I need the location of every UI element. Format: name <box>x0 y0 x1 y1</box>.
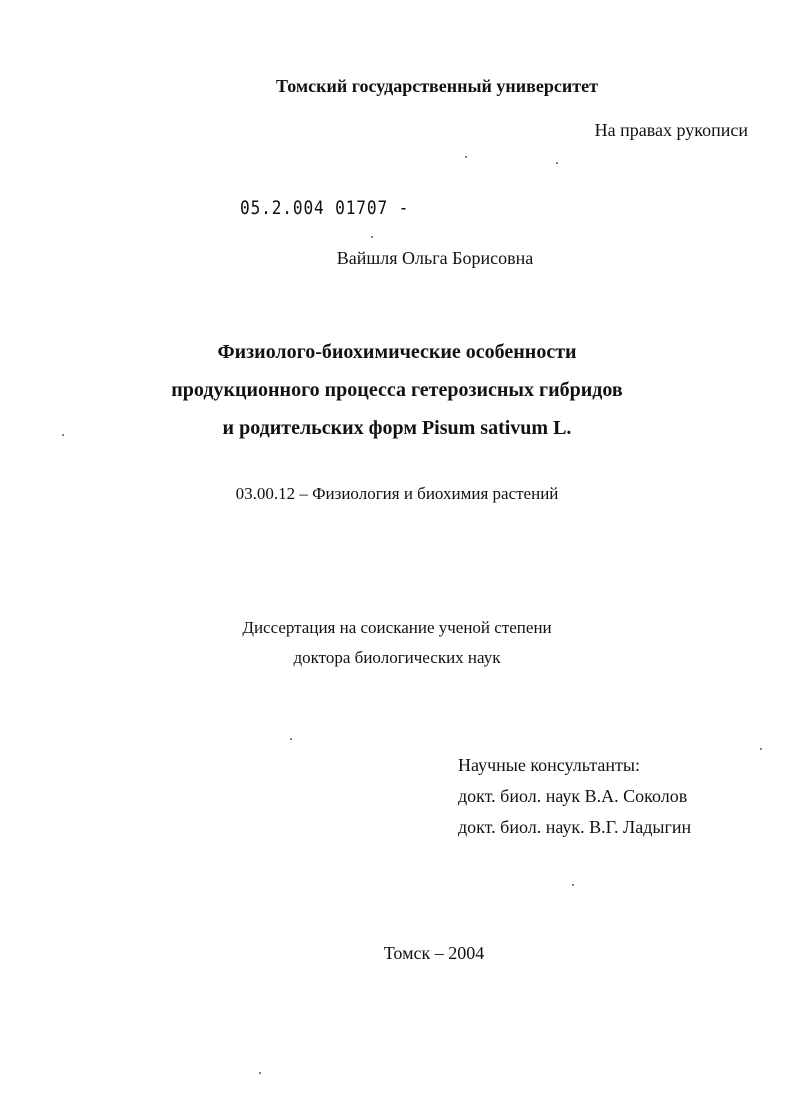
title-line-1: Физиолого-биохимические особенности <box>217 341 577 363</box>
scan-speck <box>572 884 574 886</box>
title-line-2: продукционного процесса гетерозисных гибридов <box>171 379 623 401</box>
scan-speck <box>760 748 762 750</box>
author-name: Вайшля Ольга Борисовна <box>336 248 534 268</box>
degree-line-2: доктора биологических наук <box>293 648 501 667</box>
scan-speck <box>259 1072 261 1074</box>
manuscript-note: На правах рукописи <box>594 120 748 140</box>
degree-line-1: Диссертация на соискание ученой степени <box>242 618 552 637</box>
scan-speck <box>371 236 373 238</box>
scan-speck <box>290 738 292 740</box>
title-line-3: и родительских форм Pisum sativum L. <box>222 417 572 439</box>
specialty-code: 03.00.12 – Физиология и биохимия растений <box>235 484 559 503</box>
dissertation-title <box>0 333 794 447</box>
advisor-1: докт. биол. наук В.А. Соколов <box>458 786 688 806</box>
advisors-heading: Научные консультанты: <box>458 755 640 775</box>
scan-speck <box>62 434 64 436</box>
advisor-2: докт. биол. наук. В.Г. Ладыгин <box>458 817 692 837</box>
university-name: Томский государственный университет <box>276 76 598 96</box>
degree-statement <box>0 613 794 673</box>
scan-speck <box>556 162 558 164</box>
registry-stamp: 05.2.004 01707 - <box>240 197 410 219</box>
scientific-advisors <box>458 750 691 843</box>
city-year: Томск – 2004 <box>383 943 485 963</box>
scan-speck <box>465 156 467 158</box>
